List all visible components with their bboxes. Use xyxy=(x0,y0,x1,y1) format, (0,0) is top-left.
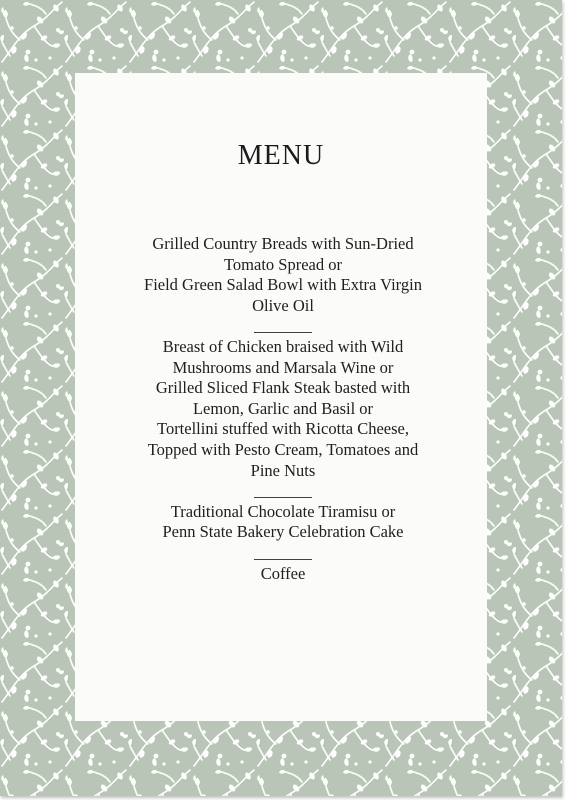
menu-title: MENU xyxy=(237,140,325,171)
menu-item-line: Grilled Sliced Flank Steak basted with xyxy=(155,378,411,398)
course-separator: _______ xyxy=(254,316,312,336)
menu-items xyxy=(118,234,448,584)
course-separator: _______ xyxy=(254,542,312,562)
menu-item-line: Olive Oil xyxy=(252,295,314,315)
menu-item-line: Grilled Country Breads with Sun-Dried xyxy=(152,234,414,253)
menu-item-line: Traditional Chocolate Tiramisu or xyxy=(170,501,396,521)
menu-item-line: Mushrooms and Marsala Wine or xyxy=(172,357,394,377)
menu-item-line: Field Green Salad Bowl with Extra Virgin xyxy=(144,275,422,295)
menu-item-line: Coffee xyxy=(260,563,306,583)
menu-item-line: Lemon, Garlic and Basil or xyxy=(192,398,374,418)
menu-item-line: Tomato Spread or xyxy=(224,254,342,274)
menu-item-line: Tortellini stuffed with Ricotta Cheese, xyxy=(157,419,409,439)
menu-item-line: Topped with Pesto Cream, Tomatoes and xyxy=(147,439,419,459)
menu-item-line: Pine Nuts xyxy=(250,460,316,480)
course-separator: _______ xyxy=(254,481,312,501)
menu-item-line: Penn State Bakery Celebration Cake xyxy=(162,522,404,542)
menu-item-line: Breast of Chicken braised with Wild xyxy=(162,336,404,356)
